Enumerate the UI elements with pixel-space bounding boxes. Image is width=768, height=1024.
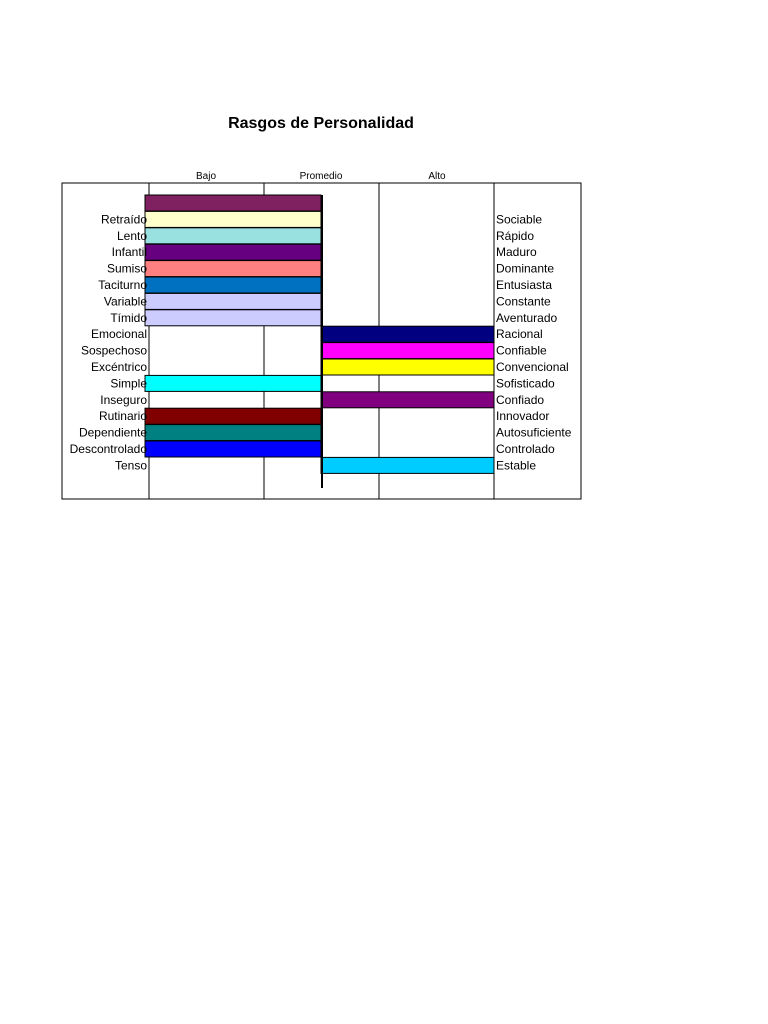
right-label-15: Controlado <box>496 442 555 456</box>
column-header-promedio: Promedio <box>299 171 343 182</box>
left-label-8: Emocional <box>90 327 147 342</box>
bar-3 <box>145 244 321 260</box>
left-label-2: Lento <box>116 228 147 243</box>
right-label-4: Dominante <box>496 261 555 276</box>
bar-6 <box>145 293 321 309</box>
left-label-7: Tímido <box>110 310 147 325</box>
left-label-14: Dependiente <box>78 425 147 440</box>
right-label-2: Rápido <box>496 228 535 243</box>
right-label-7: Aventurado <box>496 310 558 325</box>
bar-5 <box>145 277 321 293</box>
left-label-15: Descontrolado <box>69 442 147 456</box>
bar-13 <box>145 408 321 424</box>
bar-4 <box>145 261 321 277</box>
left-label-9: Sospechoso <box>80 343 147 358</box>
left-label-16: Tenso <box>114 458 147 473</box>
bar-1 <box>145 211 321 227</box>
left-label-10: Excéntrico <box>90 360 147 374</box>
bar-10 <box>321 359 494 375</box>
bar-12 <box>321 392 494 408</box>
right-label-5: Entusiasta <box>496 278 553 292</box>
right-label-10: Convencional <box>496 360 569 374</box>
bar-2 <box>145 228 321 244</box>
right-label-1: Sociable <box>496 212 543 227</box>
left-label-6: Variable <box>103 294 147 309</box>
left-label-4: Sumiso <box>106 261 147 276</box>
right-label-9: Confiable <box>496 343 547 358</box>
left-label-12: Inseguro <box>100 392 147 407</box>
right-label-6: Constante <box>496 294 551 309</box>
left-label-13: Rutinario <box>98 409 147 424</box>
bar-11 <box>145 375 321 391</box>
bar-0 <box>145 195 321 211</box>
bar-9 <box>321 343 494 359</box>
bar-14 <box>145 425 321 441</box>
right-label-12: Confiado <box>496 392 545 407</box>
right-label-8: Racional <box>496 327 543 342</box>
bar-8 <box>321 326 494 342</box>
left-label-5: Taciturno <box>98 278 147 292</box>
bar-15 <box>145 441 321 457</box>
column-header-alto: Alto <box>428 171 446 182</box>
bar-16 <box>321 457 494 473</box>
right-label-3: Maduro <box>496 245 537 260</box>
column-header-bajo: Bajo <box>195 171 217 182</box>
left-label-1: Retraído <box>100 212 147 227</box>
left-label-3: Infantil <box>111 245 147 260</box>
right-label-16: Estable <box>496 458 537 473</box>
bar-7 <box>145 310 321 326</box>
left-label-11: Simple <box>110 376 147 391</box>
chart-title: Rasgos de Personalidad <box>228 115 414 132</box>
right-label-11: Sofisticado <box>496 376 555 391</box>
right-label-14: Autosuficiente <box>496 425 572 440</box>
right-label-13: Innovador <box>496 409 550 424</box>
